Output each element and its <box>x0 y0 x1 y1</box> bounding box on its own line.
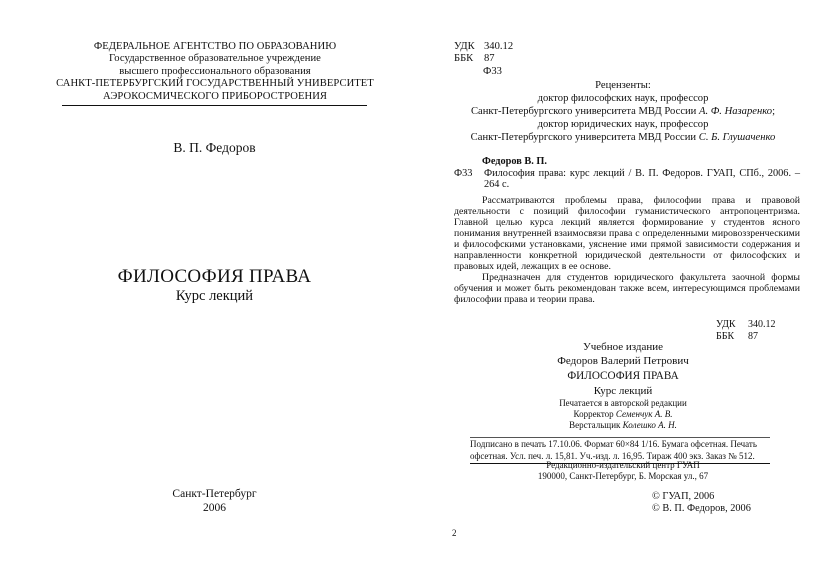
year: 2006 <box>203 502 226 514</box>
page-number: 2 <box>452 528 457 538</box>
udk-value: 340.12 <box>748 319 776 330</box>
imprint-top-rule <box>470 437 770 438</box>
publisher-block <box>448 460 798 482</box>
biblio-code: Ф33 <box>454 167 473 179</box>
udk-label: УДК <box>454 41 475 52</box>
author-name: В. П. Федоров <box>173 140 256 155</box>
imprint-line-2: офсетная. Усл. печ. л. 15,81. Уч.-изд. л. 16,95. Тираж 400 экз. Заказ № 512. <box>470 450 755 461</box>
copyright-line: © ГУАП, 2006 <box>652 491 715 502</box>
reviewer-2-name: С. Б. Глушаченко <box>698 131 776 143</box>
biblio-author: Федоров В. П. <box>482 156 547 167</box>
copyright-page <box>430 0 819 579</box>
edition-type: Учебное издание <box>582 341 664 353</box>
annotation <box>454 195 800 305</box>
publisher-address: 190000, Санкт-Петербург, Б. Морская ул., 67 <box>537 471 709 482</box>
biblio-description: Философия права: курс лекций / В. П. Федоров. ГУАП, СПб., 2006. – 264 с. <box>484 167 800 191</box>
reviewer-1-org: Санкт-Петербургского университета МВД России <box>470 105 697 117</box>
agency-line: САНКТ-ПЕТЕРБУРГСКИЙ ГОСУДАРСТВЕННЫЙ УНИВЕРСИТЕТ <box>56 78 374 90</box>
agency-line: ФЕДЕРАЛЬНОЕ АГЕНТСТВО ПО ОБРАЗОВАНИЮ <box>93 41 337 52</box>
annotation-paragraph: Рассматриваются проблемы права, философии права и правовой деятельности с позиций философии гуманистического антропоцентризма. Главной целью курса лекций является формирование у студентов ясного понимания внутренней взаимосвязи права с определенными мировоззренческими и философскими установками, уяснение ими прямой зависимости содержания и направленности конкретной юридической деятельности от философских и правовых идей, лежащих в ее основе. <box>454 195 800 273</box>
bbk-label: ББК <box>454 53 474 65</box>
bbk-label: ББК <box>716 330 735 342</box>
bbk-value: 87 <box>484 53 495 65</box>
book-subtitle: Курс лекций <box>175 288 254 304</box>
corrector-label: Корректор <box>573 408 614 419</box>
copyright-block <box>652 491 751 516</box>
book-title: ФИЛОСОФИЯ ПРАВА <box>117 266 312 287</box>
reviewer-2-line <box>448 132 798 145</box>
udk-value: 340.12 <box>484 41 514 52</box>
edition-subtitle: Курс лекций <box>593 385 653 397</box>
edition-note: Печатается в авторской редакции <box>559 398 687 408</box>
imprint-place <box>62 487 367 515</box>
reviewer-1-line <box>448 106 798 119</box>
udk-label: УДК <box>716 319 736 330</box>
edition-author: Федоров Валерий Петрович <box>557 355 689 367</box>
bbk-value: 87 <box>748 330 758 342</box>
corrector-name: Семенчук А. В. <box>615 408 673 419</box>
author-code: Ф33 <box>483 65 502 77</box>
imprint-line-1: Подписано в печать 17.10.06. Формат 60×84 1/16. Бумага офсетная. Печать <box>470 439 757 449</box>
agency-line: Государственное образовательное учреждение <box>109 53 321 65</box>
city: Санкт-Петербург <box>172 488 257 500</box>
typesetter-line <box>448 420 798 431</box>
reviewer-1-name: А. Ф. Назаренко <box>699 105 773 117</box>
agency-line: высшего профессионального образования <box>119 65 311 77</box>
header-rule <box>62 105 367 106</box>
reviewer-2-title: доктор юридических наук, профессор <box>537 118 709 130</box>
corrector-line <box>448 409 798 420</box>
edition-credits <box>448 398 798 430</box>
edition-title: ФИЛОСОФИЯ ПРАВА <box>567 370 679 382</box>
reviewer-1-title: доктор философских наук, профессор <box>537 92 709 104</box>
bibliographic-record <box>454 156 800 191</box>
typesetter-name: Колешко А. Н. <box>622 419 677 430</box>
classification-bottom <box>716 319 776 342</box>
reviewer-1-end: ; <box>772 105 776 117</box>
agency-line: АЭРОКОСМИЧЕСКОГО ПРИБОРОСТРОЕНИЯ <box>102 90 328 102</box>
annotation-paragraph: Предназначен для студентов юридического факультета заочной формы обучения и может быть рекомендован также всем, интересующимся проблемами философии права и теории права. <box>454 272 800 306</box>
reviewers-heading: Рецензенты: <box>595 80 651 91</box>
agency-header <box>55 41 375 103</box>
typesetter-label: Верстальщик <box>569 419 621 430</box>
classification-top <box>454 41 513 78</box>
copyright-line: © В. П. Федоров, 2006 <box>652 503 751 515</box>
publisher-name: Редакционно-издательский центр ГУАП <box>546 460 700 470</box>
reviewer-2-org: Санкт-Петербургского университета МВД России <box>470 131 697 143</box>
reviewers-block <box>448 80 798 145</box>
